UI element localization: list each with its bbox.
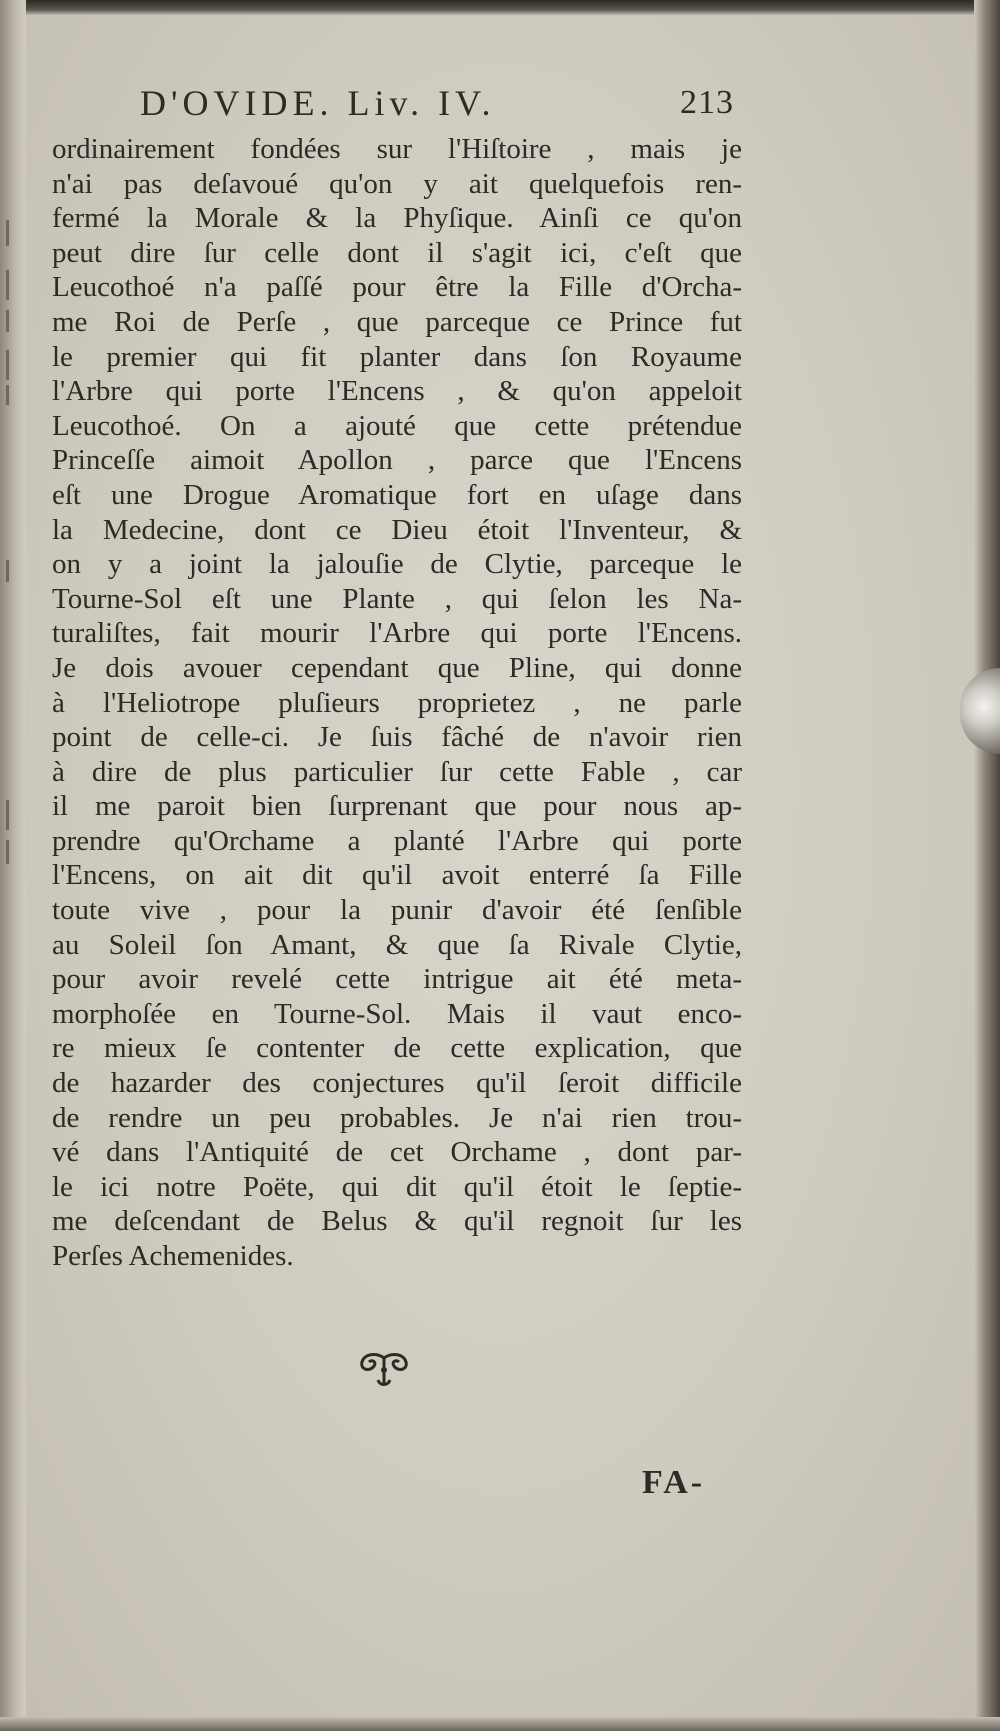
text-line: l'Encens, on ait dit qu'il avoit enterré ſa Fille (52, 859, 742, 892)
text-line: Je dois avouer cependant que Pline, qui donne (52, 651, 742, 684)
text-line: pour avoir revelé cette intrigue ait été meta- (52, 963, 742, 996)
text-line: le premier qui fit planter dans ſon Royaume (52, 340, 742, 373)
text-line: me deſcendant de Belus & qu'il regnoit ſur les (52, 1205, 742, 1238)
text-line: à dire de plus particulier ſur cette Fable , car (52, 755, 742, 788)
text-line: fermé la Morale & la Phyſique. Ainſi ce qu'on (52, 202, 742, 235)
text-line: peut dire ſur celle dont il s'agit ici, c'eſt que (52, 236, 742, 269)
text-line: re mieux ſe contenter de cette explication, que (52, 1032, 742, 1065)
page-top-edge (0, 0, 1000, 16)
text-line: Perſes Achemenides. (52, 1240, 294, 1272)
book-clasp-icon (960, 668, 1000, 754)
text-line: on y a joint la jalouſie de Clytie, parceque le (52, 548, 742, 581)
text-line: ordinairement fondées sur l'Hiſtoire , mais je (52, 133, 742, 165)
text-line: de rendre un peu probables. Je n'ai rien trou- (52, 1101, 742, 1134)
binding-gutter (0, 0, 26, 1731)
text-line: l'Arbre qui porte l'Encens , & qu'on appeloit (52, 375, 742, 408)
text-line: à l'Heliotrope pluſieurs proprietez , ne parle (52, 686, 742, 719)
running-head-title: D'OVIDE. Liv. IV. (140, 83, 496, 123)
fleuron-icon (354, 1350, 414, 1390)
gutter-mark (6, 310, 9, 332)
text-line: prendre qu'Orchame a planté l'Arbre qui porte (52, 824, 742, 857)
text-line: vé dans l'Antiquité de cet Orchame , dont par- (52, 1136, 742, 1169)
text-line: la Medecine, dont ce Dieu étoit l'Inventeur, & (52, 513, 742, 546)
gutter-mark (6, 270, 9, 300)
text-line: il me paroit bien ſurprenant que pour nous ap- (52, 790, 742, 823)
text-line: le ici notre Poëte, qui dit qu'il étoit le ſeptie- (52, 1170, 742, 1203)
gutter-mark (6, 385, 9, 405)
gutter-mark (6, 350, 9, 380)
text-line: toute vive , pour la punir d'avoir été ſenſible (52, 894, 742, 927)
text-line: me Roi de Perſe , que parceque ce Prince fut (52, 305, 742, 338)
text-line: eſt une Drogue Aromatique fort en uſage dans (52, 478, 742, 511)
gutter-mark (6, 800, 9, 830)
page-number: 213 (680, 84, 734, 121)
text-line: Tourne-Sol eſt une Plante , qui ſelon les Na- (52, 582, 742, 615)
text-line: turaliſtes, fait mourir l'Arbre qui porte l'Encens. (52, 617, 742, 650)
text-line: point de celle-ci. Je ſuis fâché de n'avoir rien (52, 721, 742, 754)
text-line: n'ai pas deſavoué qu'on y ait quelquefois ren- (52, 167, 742, 200)
page-fore-edge (974, 0, 1000, 1731)
running-head (140, 82, 760, 132)
text-line: Princeſſe aimoit Apollon , parce que l'Encens (52, 444, 742, 477)
text-line: Leucothoé. On a ajouté que cette prétendue (52, 409, 742, 442)
text-line: morphoſée en Tourne-Sol. Mais il vaut enco- (52, 997, 742, 1030)
text-line: Leucothoé n'a paſſé pour être la Fille d'Orcha- (52, 271, 742, 304)
gutter-mark (6, 560, 9, 582)
gutter-mark (6, 220, 9, 246)
text-line: au Soleil ſon Amant, & que ſa Rivale Clytie, (52, 928, 742, 961)
gutter-mark (6, 840, 9, 864)
catchword: FA- (642, 1464, 706, 1501)
text-line: de hazarder des conjectures qu'il ſeroit difficile (52, 1067, 742, 1100)
body-text (52, 132, 742, 1274)
page-bottom-edge (0, 1717, 1000, 1731)
